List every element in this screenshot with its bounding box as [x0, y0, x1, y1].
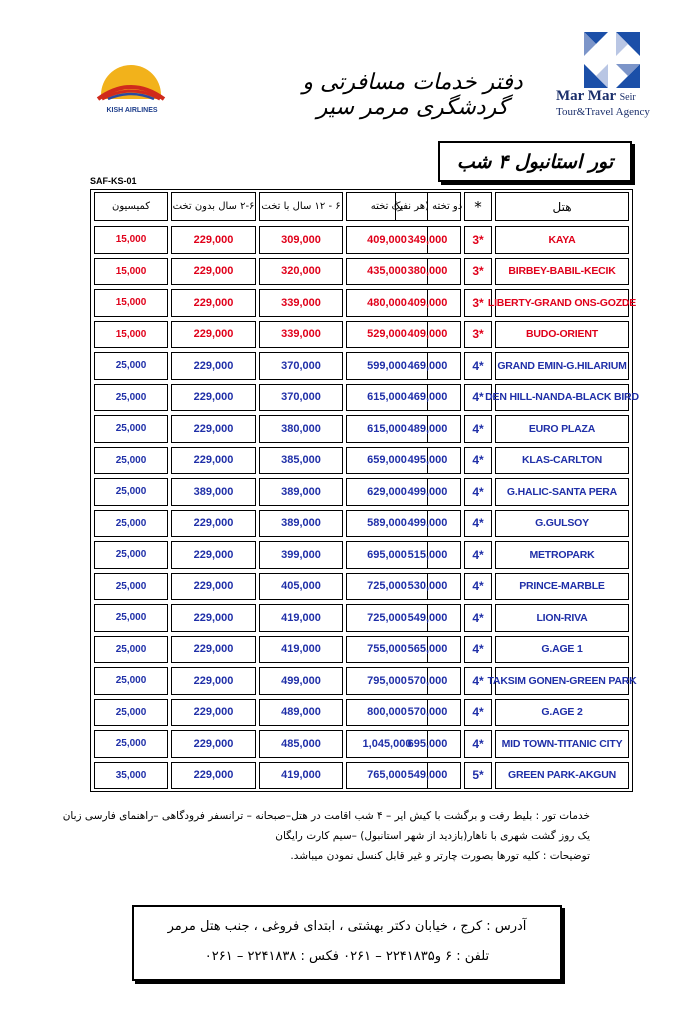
table-row — [91, 350, 632, 382]
double-price-cell: 530,000 — [395, 573, 461, 601]
child-2-6-price-cell: 229,000 — [171, 667, 256, 695]
hotel-name-cell: PRINCE-MARBLE — [495, 573, 629, 601]
table-row — [91, 508, 632, 540]
commission-cell: 25,000 — [94, 573, 168, 601]
double-price-cell: 515,000 — [395, 541, 461, 569]
star-rating-cell: 4* — [464, 384, 492, 412]
star-rating-cell: 4* — [464, 447, 492, 475]
child-2-6-price-cell: 229,000 — [171, 636, 256, 664]
commission-cell: 25,000 — [94, 541, 168, 569]
child-6-12-price-cell: 320,000 — [259, 258, 343, 286]
child-2-6-price-cell: 229,000 — [171, 730, 256, 758]
single-price-cell: 725,000 — [346, 573, 428, 601]
star-rating-cell: 4* — [464, 636, 492, 664]
star-rating-cell: 4* — [464, 604, 492, 632]
star-rating-cell: 4* — [464, 541, 492, 569]
table-row — [91, 256, 632, 288]
charter-note: توضیحات : کلیه تورها بصورت چارتر و غیر قابل کنسل نمودن میباشد. — [290, 850, 590, 862]
child-2-6-price-cell: 229,000 — [171, 699, 256, 727]
star-rating-cell: 3* — [464, 258, 492, 286]
double-price-cell: 570,000 — [395, 699, 461, 727]
child-2-6-price-cell: 229,000 — [171, 289, 256, 317]
commission-cell: 15,000 — [94, 258, 168, 286]
hotel-name-cell: G.HALIC-SANTA PERA — [495, 478, 629, 506]
star-rating-cell: 3* — [464, 321, 492, 349]
commission-cell: 25,000 — [94, 510, 168, 538]
single-price-cell: 629,000 — [346, 478, 428, 506]
hotel-name-cell: KAYA — [495, 226, 629, 254]
child-6-12-price-cell: 339,000 — [259, 321, 343, 349]
header-child-2-6: ۲-۶ سال بدون تخت — [171, 192, 256, 221]
child-6-12-price-cell: 489,000 — [259, 699, 343, 727]
child-6-12-price-cell: 380,000 — [259, 415, 343, 443]
child-6-12-price-cell: 309,000 — [259, 226, 343, 254]
child-6-12-price-cell: 385,000 — [259, 447, 343, 475]
double-price-cell: 349,000 — [395, 226, 461, 254]
tour-title: تور استانبول ۴ شب — [438, 141, 632, 182]
single-price-cell: 795,000 — [346, 667, 428, 695]
commission-cell: 25,000 — [94, 699, 168, 727]
double-price-cell: 409,000 — [395, 289, 461, 317]
address-line: آدرس : کرج ، خیابان دکتر بهشتی ، ابتدای فروغی ، جنب هتل مرمر — [167, 919, 527, 934]
kish-airlines-name: KISH AIRLINES — [106, 107, 158, 114]
single-price-cell: 435,000 — [346, 258, 428, 286]
star-rating-cell: 4* — [464, 730, 492, 758]
table-row — [91, 445, 632, 477]
table-row — [91, 319, 632, 351]
table-row — [91, 382, 639, 414]
commission-cell: 25,000 — [94, 447, 168, 475]
star-rating-cell: 4* — [464, 667, 492, 695]
hotel-name-cell: GRAND EMIN-G.HILARIUM — [495, 352, 629, 380]
services-note: خدمات تور : بلیط رفت و برگشت با کیش ایر – ۴ شب اقامت در هتل–صبحانه – ترانسفر فرودگاهی –راهنمای فارسی زبان — [62, 810, 590, 822]
hotel-name-cell: METROPARK — [495, 541, 629, 569]
commission-cell: 25,000 — [94, 352, 168, 380]
header-double: دو تخته (هر نفر) — [395, 192, 461, 221]
child-6-12-price-cell: 419,000 — [259, 762, 343, 790]
hotel-name-cell: DEN HILL-NANDA-BLACK BIRD — [495, 384, 629, 412]
child-2-6-price-cell: 229,000 — [171, 541, 256, 569]
hotel-name-cell: BUDO-ORIENT — [495, 321, 629, 349]
star-rating-cell: 3* — [464, 289, 492, 317]
child-2-6-price-cell: 229,000 — [171, 321, 256, 349]
document-code: SAF-KS-01 — [90, 176, 137, 186]
star-rating-cell: 4* — [464, 415, 492, 443]
kish-airlines-logo — [92, 55, 170, 125]
single-price-cell: 615,000 — [346, 415, 428, 443]
hotel-name-cell: BIRBEY-BABIL-KECIK — [495, 258, 629, 286]
table-row — [91, 602, 632, 634]
child-6-12-price-cell: 419,000 — [259, 636, 343, 664]
single-price-cell: 1,045,000 — [346, 730, 428, 758]
child-6-12-price-cell: 399,000 — [259, 541, 343, 569]
agency-title: دفتر خدمات مسافرتی و گردشگری مرمر سیر — [302, 70, 523, 120]
star-rating-cell: 4* — [464, 510, 492, 538]
commission-cell: 25,000 — [94, 667, 168, 695]
table-header-row — [91, 190, 632, 223]
hotel-name-cell: LIBERTY-GRAND ONS-GOZDE — [495, 289, 629, 317]
brand-subtitle: Tour&Travel Agency — [556, 106, 650, 118]
city-tour-note: یک روز گشت شهری با ناهار(بازدید از شهر استانبول) –سیم کارت رایگان — [275, 830, 590, 842]
star-rating-cell: 4* — [464, 699, 492, 727]
single-price-cell: 800,000 — [346, 699, 428, 727]
double-price-cell: 495,000 — [395, 447, 461, 475]
single-price-cell: 659,000 — [346, 447, 428, 475]
child-2-6-price-cell: 229,000 — [171, 384, 256, 412]
child-6-12-price-cell: 419,000 — [259, 604, 343, 632]
table-row — [91, 634, 632, 666]
header-star: * — [464, 192, 492, 221]
hotel-name-cell: G.AGE 1 — [495, 636, 629, 664]
hotel-name-cell: G.GULSOY — [495, 510, 629, 538]
child-2-6-price-cell: 229,000 — [171, 415, 256, 443]
single-price-cell: 725,000 — [346, 604, 428, 632]
price-table — [90, 189, 639, 792]
child-2-6-price-cell: 389,000 — [171, 478, 256, 506]
double-price-cell: 469,000 — [395, 384, 461, 412]
double-price-cell: 469,000 — [395, 352, 461, 380]
table-row — [91, 697, 632, 729]
table-row — [91, 665, 637, 697]
commission-cell: 35,000 — [94, 762, 168, 790]
star-rating-cell: 4* — [464, 352, 492, 380]
commission-cell: 25,000 — [94, 730, 168, 758]
double-price-cell: 549,000 — [395, 762, 461, 790]
table-row — [91, 224, 632, 256]
hotel-name-cell: TAKSIM GONEN-GREEN PARK — [495, 667, 629, 695]
hotel-name-cell: G.AGE 2 — [495, 699, 629, 727]
single-price-cell: 589,000 — [346, 510, 428, 538]
table-row — [91, 539, 632, 571]
commission-cell: 25,000 — [94, 415, 168, 443]
double-price-cell: 695,000 — [395, 730, 461, 758]
child-6-12-price-cell: 389,000 — [259, 478, 343, 506]
hotel-name-cell: GREEN PARK-AKGUN — [495, 762, 629, 790]
commission-cell: 25,000 — [94, 384, 168, 412]
double-price-cell: 565,000 — [395, 636, 461, 664]
table-row — [91, 287, 637, 319]
child-6-12-price-cell: 499,000 — [259, 667, 343, 695]
commission-cell: 15,000 — [94, 289, 168, 317]
double-price-cell: 489,000 — [395, 415, 461, 443]
hotel-name-cell: KLAS-CARLTON — [495, 447, 629, 475]
header-commission: کمیسیون — [94, 192, 168, 221]
header-single: یک تخته — [346, 192, 428, 221]
commission-cell: 25,000 — [94, 478, 168, 506]
child-6-12-price-cell: 389,000 — [259, 510, 343, 538]
phone-fax-line: تلفن : ۶ و۲۲۴۱۸۳۵ – ۰۲۶۱ فکس : ۲۲۴۱۸۳۸ – ۰۲۶۱ — [204, 949, 490, 964]
single-price-cell: 755,000 — [346, 636, 428, 664]
table-row — [91, 571, 632, 603]
double-price-cell: 409,000 — [395, 321, 461, 349]
child-6-12-price-cell: 370,000 — [259, 384, 343, 412]
commission-cell: 25,000 — [94, 636, 168, 664]
child-2-6-price-cell: 229,000 — [171, 573, 256, 601]
star-rating-cell: 4* — [464, 573, 492, 601]
child-2-6-price-cell: 229,000 — [171, 762, 256, 790]
commission-cell: 15,000 — [94, 226, 168, 254]
single-price-cell: 765,000 — [346, 762, 428, 790]
commission-cell: 25,000 — [94, 604, 168, 632]
double-price-cell: 570,000 — [395, 667, 461, 695]
address-box — [132, 905, 562, 981]
child-6-12-price-cell: 370,000 — [259, 352, 343, 380]
table-row — [91, 728, 632, 760]
child-6-12-price-cell: 405,000 — [259, 573, 343, 601]
commission-cell: 15,000 — [94, 321, 168, 349]
single-price-cell: 599,000 — [346, 352, 428, 380]
brand-name-main: Mar Mar — [556, 88, 616, 104]
single-price-cell: 695,000 — [346, 541, 428, 569]
brand-name — [556, 88, 681, 105]
child-2-6-price-cell: 229,000 — [171, 226, 256, 254]
double-price-cell: 499,000 — [395, 510, 461, 538]
double-price-cell: 549,000 — [395, 604, 461, 632]
table-row — [91, 476, 632, 508]
child-2-6-price-cell: 229,000 — [171, 258, 256, 286]
single-price-cell: 480,000 — [346, 289, 428, 317]
double-price-cell: 499,000 — [395, 478, 461, 506]
single-price-cell: 615,000 — [346, 384, 428, 412]
hotel-name-cell: LION-RIVA — [495, 604, 629, 632]
tour-notes — [62, 806, 590, 866]
child-2-6-price-cell: 229,000 — [171, 352, 256, 380]
child-6-12-price-cell: 339,000 — [259, 289, 343, 317]
star-rating-cell: 5* — [464, 762, 492, 790]
brand-name-suffix: Seir — [619, 92, 636, 103]
hotel-name-cell: MID TOWN-TITANIC CITY — [495, 730, 629, 758]
single-price-cell: 409,000 — [346, 226, 428, 254]
star-rating-cell: 3* — [464, 226, 492, 254]
child-2-6-price-cell: 229,000 — [171, 510, 256, 538]
star-rating-cell: 4* — [464, 478, 492, 506]
double-price-cell: 380,000 — [395, 258, 461, 286]
table-row — [91, 760, 632, 792]
child-2-6-price-cell: 229,000 — [171, 447, 256, 475]
header-hotel: هتل — [495, 192, 629, 221]
single-price-cell: 529,000 — [346, 321, 428, 349]
header-child-6-12: ۶ - ۱۲ سال با تخت — [259, 192, 343, 221]
marmar-logo-icon — [582, 30, 642, 90]
hotel-name-cell: EURO PLAZA — [495, 415, 629, 443]
child-2-6-price-cell: 229,000 — [171, 604, 256, 632]
table-row — [91, 413, 632, 445]
child-6-12-price-cell: 485,000 — [259, 730, 343, 758]
